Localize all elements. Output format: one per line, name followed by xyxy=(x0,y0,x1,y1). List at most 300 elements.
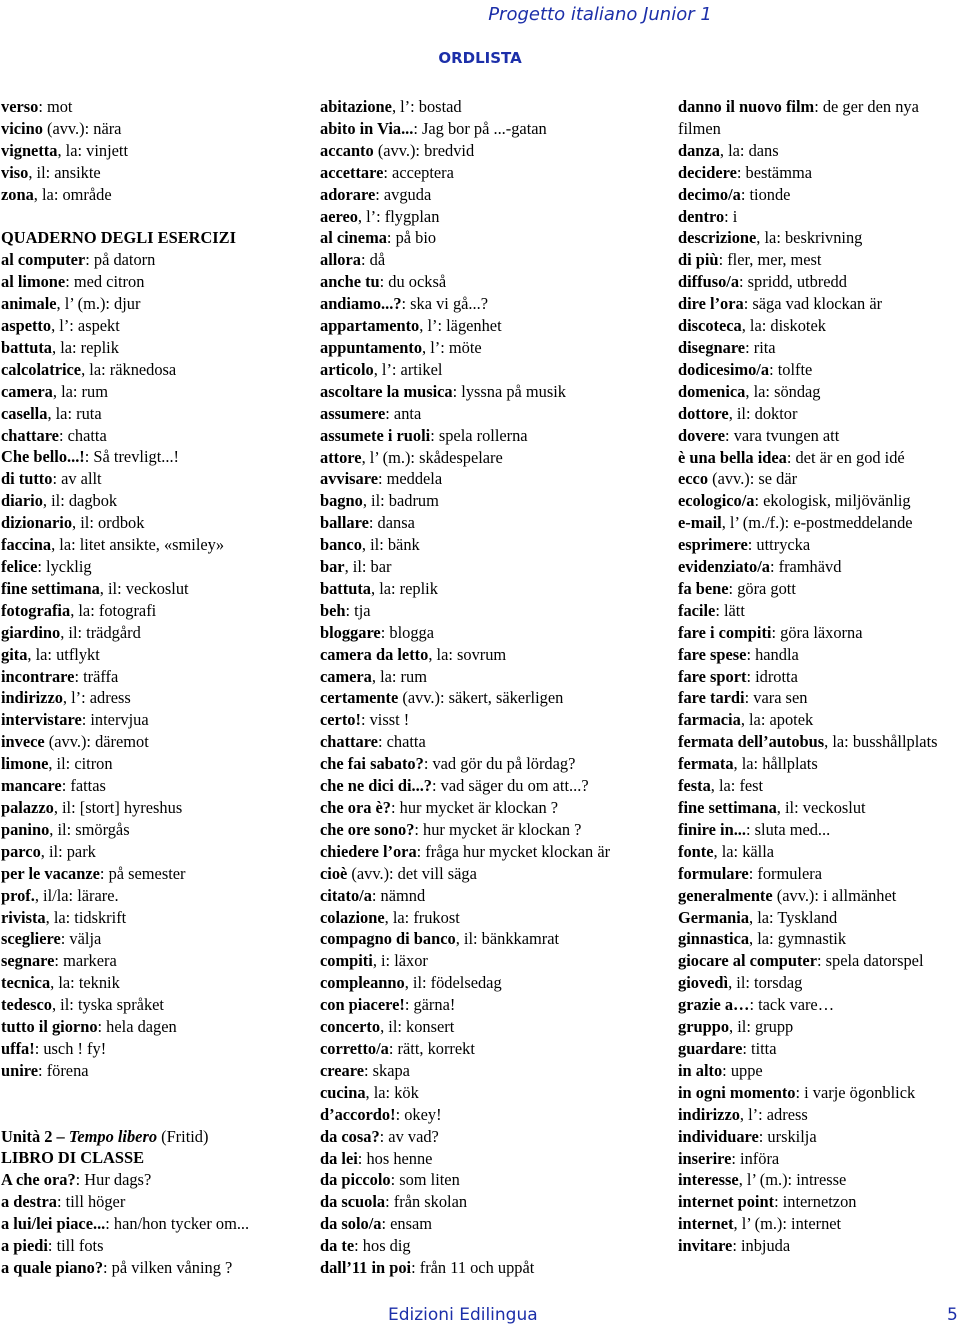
definition: , il: ordbok xyxy=(72,513,145,533)
definition: : på semester xyxy=(99,863,186,883)
term: al computer xyxy=(1,250,86,270)
term: interesse xyxy=(678,1170,739,1190)
term: articolo xyxy=(320,359,374,379)
definition: : välja xyxy=(60,929,102,949)
definition: : införa xyxy=(731,1148,780,1168)
definition: : i xyxy=(724,206,738,226)
definition: , la: teknik xyxy=(50,973,120,993)
term: da lei xyxy=(320,1148,358,1168)
definition: : lyssna på musik xyxy=(452,381,566,401)
entry-verso xyxy=(1,96,301,118)
definition: : vara sen xyxy=(744,688,808,708)
definition: : internetzon xyxy=(774,1192,857,1212)
definition: , il: torsdag xyxy=(728,973,803,993)
definition: : lätt xyxy=(715,600,745,620)
entry-festa xyxy=(678,775,960,797)
unit-translation: (Fritid) xyxy=(157,1126,209,1146)
term: da solo/a xyxy=(320,1214,382,1234)
term: verso xyxy=(1,97,39,116)
term: compagno di banco xyxy=(320,929,456,949)
definition: : acceptera xyxy=(383,162,454,182)
term: da cosa? xyxy=(320,1126,380,1146)
definition: : visst ! xyxy=(360,710,410,730)
term: invitare xyxy=(678,1236,733,1256)
definition: : av allt xyxy=(52,469,102,489)
entry-camera xyxy=(320,666,660,688)
term: abito in Via... xyxy=(320,118,414,138)
definition: : han/hon tycker om... xyxy=(105,1214,250,1234)
definition: , l’: aspekt xyxy=(51,316,120,336)
term: chattare xyxy=(320,732,378,752)
entry-che-ore-sono xyxy=(320,819,660,841)
entry-compagno-di-banco xyxy=(320,928,660,950)
entry-dizionario xyxy=(1,512,301,534)
column-2 xyxy=(320,96,660,1279)
term: finire in... xyxy=(678,819,746,839)
definition: , il: trädgård xyxy=(60,622,141,642)
definition: : Jag bor på ...-gatan xyxy=(413,118,547,138)
term: accanto xyxy=(320,140,374,160)
term: casella xyxy=(1,403,48,423)
entry-felice xyxy=(1,556,301,578)
term: fare tardi xyxy=(678,688,745,708)
term: indirizzo xyxy=(678,1104,740,1124)
entry-evidenziato-a xyxy=(678,556,960,578)
term: di più xyxy=(678,250,719,270)
entry-cioe xyxy=(320,863,660,885)
term: viso xyxy=(1,162,29,182)
entry-compleanno xyxy=(320,972,660,994)
term: d’accordo! xyxy=(320,1104,396,1124)
entry-faccina xyxy=(1,534,301,556)
definition: , la: rum xyxy=(52,381,108,401)
term: accettare xyxy=(320,162,384,182)
entry-internet xyxy=(678,1213,960,1235)
definition: : markera xyxy=(54,951,117,971)
term: attore xyxy=(320,447,362,467)
definition: : uttrycka xyxy=(747,535,811,555)
definition: , la: söndag xyxy=(745,381,821,401)
term: a destra xyxy=(1,1192,57,1212)
entry-compiti xyxy=(320,950,660,972)
entry-da-cosa xyxy=(320,1126,660,1148)
definition: : fler, mer, mest xyxy=(718,250,822,270)
term: discoteca xyxy=(678,316,742,336)
definition: , il: dagbok xyxy=(42,491,118,511)
entry-formulare xyxy=(678,863,960,885)
term: palazzo xyxy=(1,797,54,817)
entry-palazzo xyxy=(1,797,301,819)
term: con piacere! xyxy=(320,995,405,1015)
entry-dall-11-in-poi xyxy=(320,1257,660,1279)
definition: : hur mycket är klockan ? xyxy=(414,819,582,839)
term: internet point xyxy=(678,1192,775,1212)
term: per le vacanze xyxy=(1,863,100,883)
definition: , l’: bostad xyxy=(391,97,462,116)
definition: , l’: möte xyxy=(422,337,482,357)
term: animale xyxy=(1,294,57,314)
term: scegliere xyxy=(1,929,61,949)
term: decidere xyxy=(678,162,737,182)
term: compiti xyxy=(320,951,373,971)
entry-al-cinema xyxy=(320,227,660,249)
term: cucina xyxy=(320,1082,366,1102)
entry-articolo xyxy=(320,359,660,381)
blank-line xyxy=(1,1082,301,1104)
definition: : på vilken våning ? xyxy=(103,1257,233,1277)
entry-guardare xyxy=(678,1038,960,1060)
entry-grazie-a xyxy=(678,994,960,1016)
term: unire xyxy=(1,1060,39,1080)
definition: , l’ (m.): skådespelare xyxy=(361,447,503,467)
term: concerto xyxy=(320,1017,381,1037)
definition: , la: fest xyxy=(710,776,764,796)
definition: , il/la: lärare. xyxy=(34,885,119,905)
entry-a-quale-piano xyxy=(1,1257,301,1279)
term: a lui/lei piace... xyxy=(1,1214,106,1234)
term: prof. xyxy=(1,885,35,905)
term: banco xyxy=(320,535,362,555)
definition: , il: bar xyxy=(344,557,392,577)
entry-che-ora-e xyxy=(320,797,660,819)
entry-fare-i-compiti xyxy=(678,622,960,644)
definition: , l’: adress xyxy=(739,1104,808,1124)
term: evidenziato/a xyxy=(678,557,770,577)
entry-avvisare xyxy=(320,468,660,490)
term: è una bella idea xyxy=(678,447,787,467)
definition: : tolfte xyxy=(769,359,813,379)
definition: : mot xyxy=(38,97,73,116)
term: diario xyxy=(1,491,43,511)
entry-e-una-bella-idea xyxy=(678,447,960,469)
term: fonte xyxy=(678,841,714,861)
term: zona xyxy=(1,184,34,204)
definition: , la: Tyskland xyxy=(749,907,838,927)
entry-battuta xyxy=(1,337,301,359)
entry-camera xyxy=(1,381,301,403)
definition: : okey! xyxy=(395,1104,442,1124)
definition: , la: litet ansikte, «smiley» xyxy=(51,535,225,555)
definition: , la: replik xyxy=(52,337,119,357)
term: certamente xyxy=(320,688,399,708)
term: battuta xyxy=(1,337,52,357)
definition: , la: frukost xyxy=(384,907,460,927)
term: camera xyxy=(320,666,372,686)
definition: , il: bänkkamrat xyxy=(455,929,560,949)
entry-inserire xyxy=(678,1148,960,1170)
column-3 xyxy=(678,96,960,1257)
entry-a-destra xyxy=(1,1191,301,1213)
entry-calcolatrice xyxy=(1,359,301,381)
definition: , il: park xyxy=(40,841,96,861)
entry-intervistare xyxy=(1,709,301,731)
entry-dovere xyxy=(678,425,960,447)
definition: : förena xyxy=(38,1060,89,1080)
definition: , la: diskotek xyxy=(741,316,826,336)
definition: : som liten xyxy=(390,1170,460,1190)
definition: (avv.): bredvid xyxy=(373,140,475,160)
definition: , il: veckoslut xyxy=(99,578,189,598)
term: limone xyxy=(1,754,49,774)
term: camera xyxy=(1,381,53,401)
entry-vignetta xyxy=(1,140,301,162)
entry-tutto-il-giorno xyxy=(1,1016,301,1038)
definition: , la: ruta xyxy=(47,403,102,423)
term: fare i compiti xyxy=(678,622,772,642)
entry-invitare xyxy=(678,1235,960,1257)
entry-descrizione xyxy=(678,227,960,249)
entry-da-solo-a xyxy=(320,1213,660,1235)
definition: : titta xyxy=(742,1038,777,1058)
entry-banco xyxy=(320,534,660,556)
section-heading: LIBRO DI CLASSE xyxy=(1,1148,145,1168)
term: formulare xyxy=(678,863,749,883)
definition: : av vad? xyxy=(379,1126,439,1146)
entry-invece xyxy=(1,731,301,753)
term: dall’11 in poi xyxy=(320,1258,412,1278)
definition: : nämnd xyxy=(371,885,426,905)
definition: : Så trevligt...! xyxy=(84,447,180,467)
term: a piedi xyxy=(1,1236,48,1256)
definition: : vad säger du om att...? xyxy=(432,776,589,796)
definition: : till höger xyxy=(57,1192,126,1212)
term: bagno xyxy=(320,491,363,511)
definition: , il: konsert xyxy=(380,1017,455,1037)
term: fine settimana xyxy=(1,578,100,598)
definition: : fråga hur mycket klockan är xyxy=(416,841,611,861)
entry-individuare xyxy=(678,1126,960,1148)
entry-che-ne-dici-di xyxy=(320,775,660,797)
entry-danza xyxy=(678,140,960,162)
entry-scegliere xyxy=(1,928,301,950)
definition: , la: fotografi xyxy=(70,600,157,620)
term: dottore xyxy=(678,403,729,423)
definition: : tja xyxy=(345,600,371,620)
entry-aspetto xyxy=(1,315,301,337)
book-title: Progetto italiano Junior 1 xyxy=(488,4,712,25)
entry-bar xyxy=(320,556,660,578)
term: segnare xyxy=(1,951,55,971)
definition: , l’: flygplan xyxy=(357,206,440,226)
entry-fonte xyxy=(678,841,960,863)
entry-citato-a xyxy=(320,885,660,907)
definition: : du också xyxy=(379,272,447,292)
term: ecologico/a xyxy=(678,491,755,511)
term: giardino xyxy=(1,622,61,642)
definition: , la: räknedosa xyxy=(81,359,177,379)
term: giovedì xyxy=(678,973,729,993)
definition: : i varje ögonblick xyxy=(795,1082,916,1102)
entry-accanto xyxy=(320,140,660,162)
term: danno il nuovo film xyxy=(678,97,815,116)
entry-fine-settimana xyxy=(1,578,301,600)
entry-dodicesimo-a xyxy=(678,359,960,381)
entry-fa-bene xyxy=(678,578,960,600)
term: chattare xyxy=(1,425,59,445)
definition: , la: utflykt xyxy=(27,644,100,664)
term: dovere xyxy=(678,425,726,445)
unit-heading xyxy=(1,1126,301,1148)
definition: : bestämma xyxy=(736,162,812,182)
definition: : ska vi gå...? xyxy=(401,294,488,314)
term: rivista xyxy=(1,907,46,927)
column-1 xyxy=(1,96,301,1279)
term: fotografia xyxy=(1,600,71,620)
definition: : lycklig xyxy=(37,557,92,577)
definition: : idrotta xyxy=(746,666,798,686)
term: invece xyxy=(1,732,45,752)
term: dizionario xyxy=(1,513,73,533)
entry-germania xyxy=(678,907,960,929)
entry-dottore xyxy=(678,403,960,425)
entry-rivista xyxy=(1,907,301,929)
definition: (avv.): se där xyxy=(708,469,798,489)
term: fine settimana xyxy=(678,798,777,817)
term: che ora è? xyxy=(320,798,391,817)
entry-indirizzo xyxy=(1,687,301,709)
definition: , il: doktor xyxy=(728,403,798,423)
term: vignetta xyxy=(1,140,58,160)
term: generalmente xyxy=(678,885,773,905)
definition: : urskilja xyxy=(758,1126,817,1146)
unit-title: Tempo libero xyxy=(68,1126,158,1146)
term: battuta xyxy=(320,578,371,598)
term: A che ora? xyxy=(1,1170,76,1190)
entry-casella xyxy=(1,403,301,425)
entry-in-alto xyxy=(678,1060,960,1082)
definition: , l’: artikel xyxy=(373,359,443,379)
definition: , l’ (m.): intresse xyxy=(738,1170,847,1190)
definition: : uppe xyxy=(722,1060,763,1080)
entry-certamente xyxy=(320,687,660,709)
page-number: 5 xyxy=(947,1305,958,1325)
term: tedesco xyxy=(1,995,52,1015)
entry-beh xyxy=(320,600,660,622)
definition: : tack vare… xyxy=(749,995,835,1015)
term: tecnica xyxy=(1,973,51,993)
term: esprimere xyxy=(678,535,748,555)
entry-abitazione xyxy=(320,96,660,118)
section-title: ORDLISTA xyxy=(438,49,522,67)
entry-interesse xyxy=(678,1169,960,1191)
definition: , la: dans xyxy=(719,140,779,160)
term: creare xyxy=(320,1060,364,1080)
definition: , la: busshållplats xyxy=(824,732,938,752)
definition: : sluta med... xyxy=(746,819,831,839)
definition: , la: hållplats xyxy=(733,754,818,774)
entry-con-piacere xyxy=(320,994,660,1016)
definition: , la: gymnastik xyxy=(749,929,847,949)
term: allora xyxy=(320,250,361,270)
entry-giovedi xyxy=(678,972,960,994)
entry-zona xyxy=(1,184,301,206)
entry-corretto-a xyxy=(320,1038,660,1060)
entry-diario xyxy=(1,490,301,512)
definition: , la: område xyxy=(33,184,112,204)
term: fare sport xyxy=(678,666,747,686)
entry-chattare xyxy=(320,731,660,753)
definition: : skapa xyxy=(363,1060,410,1080)
entry-diffuso-a xyxy=(678,271,960,293)
entry-a-piedi xyxy=(1,1235,301,1257)
entry-da-piccolo xyxy=(320,1169,660,1191)
definition: (avv.): däremot xyxy=(44,732,149,752)
definition: : rita xyxy=(745,337,776,357)
definition: , il: födelsedag xyxy=(404,973,502,993)
term: di tutto xyxy=(1,469,53,489)
entry-al-limone xyxy=(1,271,301,293)
term: chiedere l’ora xyxy=(320,841,417,861)
entry-farmacia xyxy=(678,709,960,731)
term: da te xyxy=(320,1236,355,1256)
entry-per-le-vacanze xyxy=(1,863,301,885)
definition: , la: sovrum xyxy=(428,644,507,664)
term: dentro xyxy=(678,206,725,226)
term: bloggare xyxy=(320,622,381,642)
definition: : formulera xyxy=(748,863,822,883)
definition: : dansa xyxy=(368,513,415,533)
term: che ne dici di...? xyxy=(320,776,433,796)
definition: , la: kök xyxy=(365,1082,419,1102)
entry-abito-in-via xyxy=(320,118,660,140)
entry-colazione xyxy=(320,907,660,929)
term: incontrare xyxy=(1,666,75,686)
term: avvisare xyxy=(320,469,378,489)
entry-in-ogni-momento xyxy=(678,1082,960,1104)
blank-line xyxy=(1,1104,301,1126)
definition: (avv.): i allmänhet xyxy=(772,885,897,905)
term: ballare xyxy=(320,513,369,533)
entry-assumere xyxy=(320,403,660,425)
definition: : meddela xyxy=(377,469,443,489)
definition: : framhävd xyxy=(769,557,842,577)
entry-giardino xyxy=(1,622,301,644)
entry-giocare-al-computer xyxy=(678,950,960,972)
term: facile xyxy=(678,600,716,620)
definition: , la: beskrivning xyxy=(756,228,863,248)
entry-attore xyxy=(320,447,660,469)
entry-andiamo xyxy=(320,293,660,315)
term: ascoltare la musica xyxy=(320,381,453,401)
term: camera da letto xyxy=(320,644,429,664)
unit-number: Unità 2 – xyxy=(1,1126,69,1146)
term: da piccolo xyxy=(320,1170,391,1190)
term: giocare al computer xyxy=(678,951,817,971)
entry-panino xyxy=(1,819,301,841)
term: Germania xyxy=(678,907,750,927)
definition: : tionde xyxy=(740,184,791,204)
definition: , l’: lägenhet xyxy=(419,316,502,336)
term: che fai sabato? xyxy=(320,754,424,774)
term: da scuola xyxy=(320,1192,386,1212)
entry-gruppo xyxy=(678,1016,960,1038)
term: fare spese xyxy=(678,644,747,664)
definition: , la: källa xyxy=(713,841,775,861)
definition: : intervjua xyxy=(81,710,149,730)
term: appuntamento xyxy=(320,337,423,357)
term: bar xyxy=(320,557,345,577)
entry-segnare xyxy=(1,950,301,972)
term: internet xyxy=(678,1214,734,1234)
definition: : till fots xyxy=(47,1236,104,1256)
entry-decimo-a xyxy=(678,184,960,206)
definition: , il: badrum xyxy=(362,491,439,511)
definition: : från 11 och uppåt xyxy=(411,1258,535,1278)
entry-discoteca xyxy=(678,315,960,337)
term: colazione xyxy=(320,907,385,927)
entry-appartamento xyxy=(320,315,660,337)
term: citato/a xyxy=(320,885,372,905)
